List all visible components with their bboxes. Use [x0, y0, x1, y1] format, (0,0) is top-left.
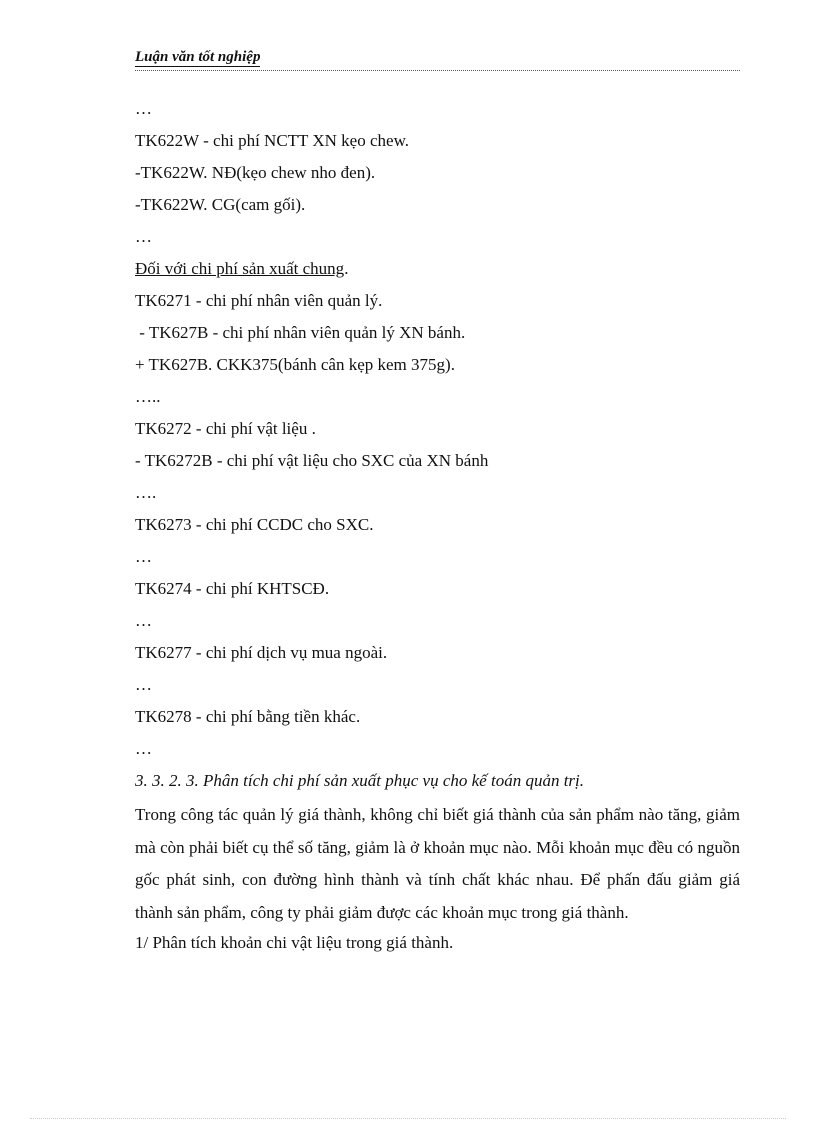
- text-line: -TK622W. NĐ(kẹo chew nho đen).: [135, 163, 376, 182]
- text-line: TK622W - chi phí NCTT XN kẹo chew.: [135, 131, 409, 150]
- text-line: TK6273 - chi phí CCDC cho SXC.: [135, 515, 374, 534]
- text-line: TK6271 - chi phí nhân viên quản lý.: [135, 291, 383, 310]
- text-line: …: [135, 739, 152, 758]
- text-line: TK6277 - chi phí dịch vụ mua ngoài.: [135, 643, 388, 662]
- header-title: Luận văn tốt nghiệp: [135, 49, 261, 65]
- footer-divider: [30, 1118, 786, 1119]
- page-header: [135, 48, 740, 71]
- text-line: …: [135, 227, 152, 246]
- text-line: …..: [135, 387, 161, 406]
- text-line: - TK627B - chi phí nhân viên quản lý XN bánh.: [135, 323, 466, 342]
- final-line: 1/ Phân tích khoản chi vật liệu trong giá thành.: [135, 933, 454, 952]
- text-line: …: [135, 611, 152, 630]
- text-line: …: [135, 99, 152, 118]
- text-line: TK6272 - chi phí vật liệu .: [135, 419, 316, 438]
- text-line: …: [135, 547, 152, 566]
- text-line: ….: [135, 483, 157, 502]
- section-heading: [135, 255, 740, 287]
- document-body: [135, 95, 740, 961]
- text-line: + TK627B. CKK375(bánh cân kẹp kem 375g).: [135, 355, 455, 374]
- text-line: -TK622W. CG(cam gối).: [135, 195, 306, 214]
- subsection-heading: 3. 3. 2. 3. Phân tích chi phí sản xuất phục vụ cho kế toán quản trị.: [135, 771, 585, 790]
- section-heading-label: Đối với chi phí sản xuất chung: [135, 259, 345, 278]
- text-line: - TK6272B - chi phí vật liệu cho SXC của XN bánh: [135, 451, 489, 470]
- text-line: TK6278 - chi phí bằng tiền khác.: [135, 707, 361, 726]
- section-heading-suffix: .: [344, 259, 349, 278]
- text-line: TK6274 - chi phí KHTSCĐ.: [135, 579, 330, 598]
- text-line: …: [135, 675, 152, 694]
- body-paragraph: Trong công tác quản lý giá thành, không chỉ biết giá thành của sản phẩm nào tăng, giảm mà còn phải biết cụ thể số tăng, giảm là ở khoản mục nào. Mỗi khoản mục đều có nguồn gốc phát sinh, con đường hình thành và tính chất khác nhau. Để phấn đấu giảm giá thành sản phẩm, công ty phải giảm được các khoản mục trong giá thành.: [135, 805, 740, 922]
